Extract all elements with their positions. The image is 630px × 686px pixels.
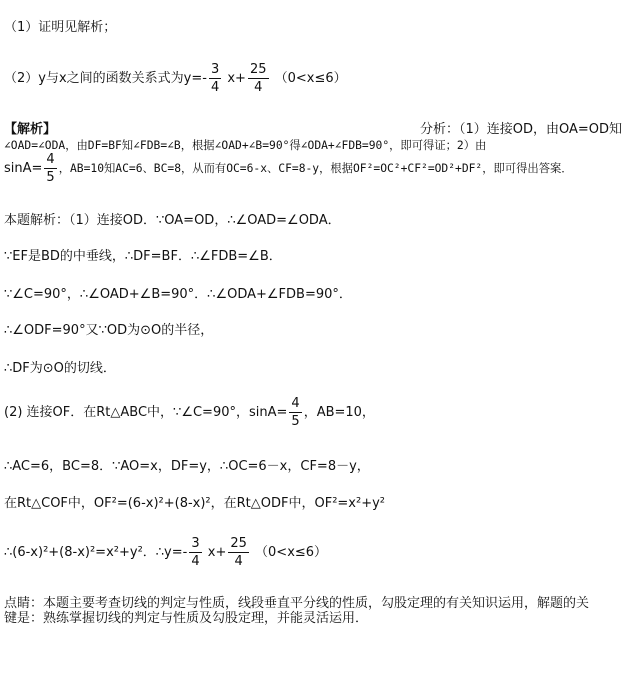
step-9-mid: x+ — [207, 545, 227, 560]
fraction — [248, 62, 269, 95]
answer-2-suffix: （0<x≤6） — [274, 71, 347, 86]
answer-1: （1）证明见解析； — [4, 20, 117, 35]
denominator: 4 — [234, 554, 243, 569]
fraction — [44, 152, 56, 185]
comment-line-1: 点睛：本题主要考查切线的判定与性质，线段垂直平分线的性质，勾股定理的有关知识运用，解题的关 — [4, 596, 590, 611]
analysis-line-3-text: ，AB=10知AC=6、BC=8，从而有OC=6-x、CF=8-y，根据OF²=OC²+CF²=OD²+DF²，即可得出答案． — [58, 162, 573, 175]
answer-2-prefix: （2）y与x之间的函数关系式为y=- — [4, 71, 207, 86]
step-6-suffix: ，AB=10， — [303, 405, 375, 420]
solution-step-2: ∵EF是BD的中垂线，∴DF=BF．∴∠FDB=∠B． — [4, 249, 282, 264]
solution-step-8: 在Rt△COF中，OF²=(6-x)²+(8-x)²，在Rt△ODF中，OF²=x²+y² — [4, 496, 386, 511]
numerator: 25 — [230, 536, 247, 551]
fraction — [189, 536, 201, 569]
answer-2-mid: x+ — [227, 71, 246, 86]
step-9-suffix: （0<x≤6） — [255, 545, 328, 560]
step-6-prefix: (2) 连接OF．在Rt△ABC中，∵∠C=90°，sinA= — [4, 405, 288, 420]
denominator: 5 — [291, 414, 300, 429]
numerator: 3 — [191, 536, 200, 551]
solution-step-3: ∵∠C=90°，∴∠OAD+∠B=90°．∴∠ODA+∠FDB=90°． — [4, 287, 352, 302]
numerator: 4 — [46, 152, 55, 167]
solution-step-4: ∴∠ODF=90°又∵OD为⊙O的半径， — [4, 323, 214, 338]
analysis-header: 【解析】 — [4, 122, 57, 137]
fraction — [209, 62, 221, 95]
analysis-intro: 分析：（1）连接OD，由OA=OD知 — [420, 122, 623, 137]
comment-line-2: 键是：熟练掌握切线的判定与性质及勾股定理，并能灵活运用． — [4, 611, 369, 626]
solution-step-6 — [4, 396, 375, 429]
analysis-line-2: ∠OAD=∠ODA，由DF=BF知∠FDB=∠B，根据∠OAD+∠B=90°得∠ODA+∠FDB=90°，即可得证；2）由 — [4, 139, 487, 152]
solution-step-9 — [4, 536, 327, 569]
numerator: 4 — [291, 396, 300, 411]
denominator: 4 — [191, 554, 200, 569]
sina-label: sinA= — [4, 161, 43, 176]
solution-step-5: ∴DF为⊙O的切线． — [4, 361, 116, 376]
analysis-line-3 — [4, 152, 573, 185]
numerator: 3 — [210, 62, 220, 77]
fraction — [289, 396, 301, 429]
solution-step-1: 本题解析：（1）连接OD．∵OA=OD，∴∠OAD=∠ODA． — [4, 213, 341, 228]
denominator: 4 — [254, 80, 263, 95]
denominator: 4 — [210, 80, 220, 95]
numerator: 25 — [249, 62, 267, 77]
answer-2 — [4, 62, 347, 95]
step-9-prefix: ∴(6-x)²+(8-x)²=x²+y²．∴y=- — [4, 545, 188, 560]
denominator: 5 — [46, 170, 55, 185]
solution-step-7: ∴AC=6，BC=8．∵AO=x，DF=y，∴OC=6－x，CF=8－y， — [4, 459, 370, 474]
fraction — [228, 536, 249, 569]
